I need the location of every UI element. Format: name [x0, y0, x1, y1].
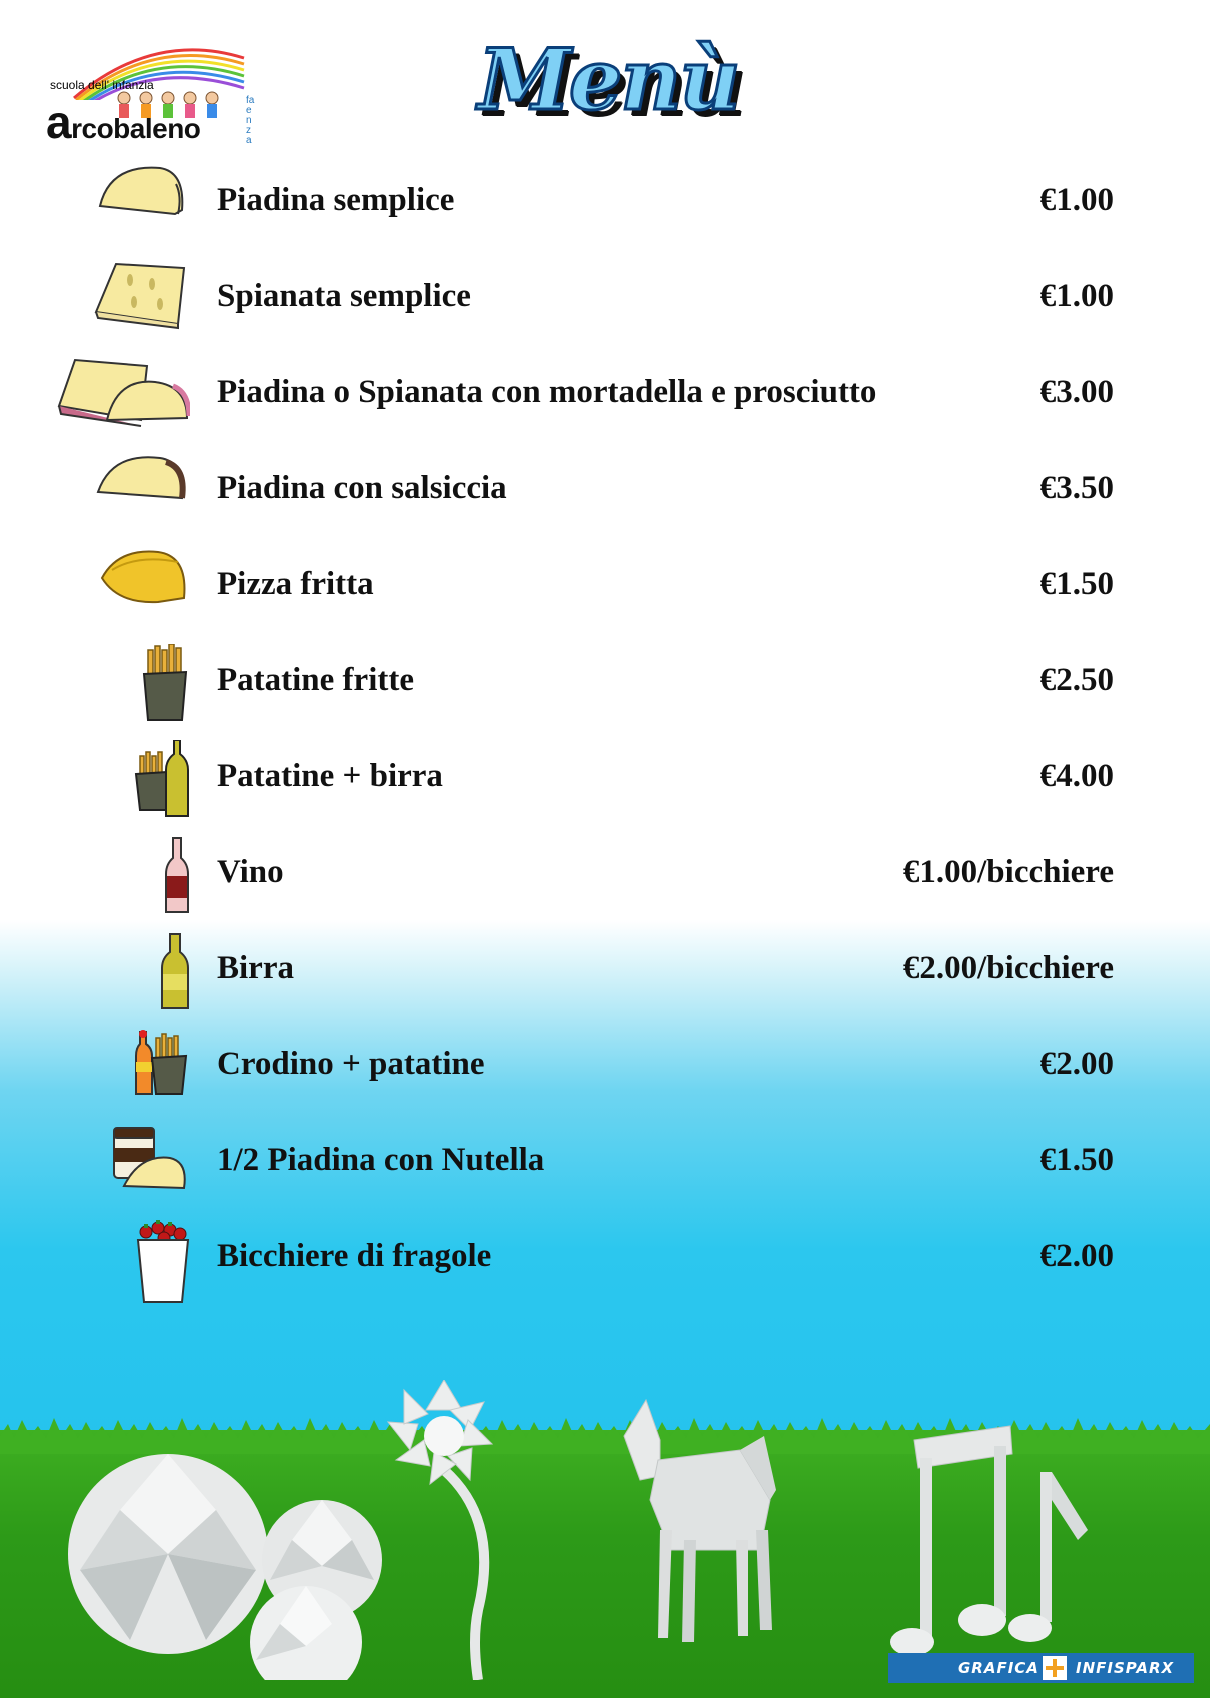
item-name: Piadina con salsiccia	[217, 470, 507, 506]
menu-item	[0, 924, 1210, 1020]
menu-item	[0, 156, 1210, 252]
credit-badge	[888, 1653, 1194, 1683]
menu-item	[0, 1020, 1210, 1116]
credit-left-text: GRAFICA	[958, 1659, 1039, 1677]
item-price: €1.00	[1039, 182, 1114, 218]
crodino-fries-icon	[50, 1028, 190, 1108]
beer-bottle-icon	[50, 932, 190, 1012]
piadina-sausage-icon	[50, 452, 190, 532]
nutella-piadina-icon	[50, 1124, 190, 1204]
item-name: 1/2 Piadina con Nutella	[217, 1142, 545, 1178]
menu-item	[0, 1116, 1210, 1212]
item-name: Spianata semplice	[217, 278, 471, 314]
item-name: Vino	[217, 854, 284, 890]
item-price: €2.50	[1039, 662, 1114, 698]
item-name: Piadina semplice	[217, 182, 455, 218]
logo-school-text: scuola dell' infanzia	[50, 78, 154, 92]
item-price: €1.00	[1039, 278, 1114, 314]
item-name: Piadina o Spianata con mortadella e prosciutto	[217, 374, 877, 410]
item-name: Bicchiere di fragole	[217, 1238, 492, 1274]
menu-item	[0, 732, 1210, 828]
plus-icon	[1043, 1656, 1067, 1680]
music-note-icon	[890, 1426, 1088, 1656]
item-price: €1.00/bicchiere	[902, 854, 1114, 890]
logo-city-text: faenza	[246, 95, 255, 146]
menu-item	[0, 828, 1210, 924]
logo-name: arcobaleno	[46, 96, 201, 148]
item-price: €1.50	[1039, 1142, 1114, 1178]
piadina-icon	[50, 164, 190, 244]
item-price: €2.00/bicchiere	[902, 950, 1114, 986]
polygon-flower-icon	[388, 1380, 492, 1680]
item-price: €2.00	[1039, 1238, 1114, 1274]
wine-bottle-icon	[50, 836, 190, 916]
menu-item	[0, 636, 1210, 732]
fried-pizza-icon	[50, 548, 190, 628]
menu-item	[0, 252, 1210, 348]
item-price: €4.00	[1039, 758, 1114, 794]
item-price: €3.00	[1039, 374, 1114, 410]
item-name: Patatine + birra	[217, 758, 443, 794]
menu-item	[0, 540, 1210, 636]
item-price: €2.00	[1039, 1046, 1114, 1082]
decorative-scene	[0, 1380, 1210, 1680]
credit-right-text: INFISPARX	[1076, 1659, 1175, 1677]
menu-item	[0, 348, 1210, 444]
spianata-icon	[50, 260, 190, 340]
strawberry-cup-icon	[50, 1220, 190, 1300]
item-price: €1.50	[1039, 566, 1114, 602]
item-name: Birra	[217, 950, 294, 986]
menu-title-text: Menù	[478, 30, 739, 129]
fries-beer-icon	[50, 740, 190, 820]
menu-title	[478, 30, 748, 150]
polygon-ball-icon	[68, 1454, 268, 1654]
fries-icon	[50, 644, 190, 724]
origami-horse-icon	[624, 1400, 776, 1642]
menu-item	[0, 444, 1210, 540]
menu-item	[0, 1212, 1210, 1308]
item-name: Crodino + patatine	[217, 1046, 485, 1082]
school-logo	[44, 40, 264, 155]
item-name: Pizza fritta	[217, 566, 374, 602]
item-price: €3.50	[1039, 470, 1114, 506]
item-name: Patatine fritte	[217, 662, 414, 698]
piadina-spianata-filled-icon	[50, 356, 190, 436]
